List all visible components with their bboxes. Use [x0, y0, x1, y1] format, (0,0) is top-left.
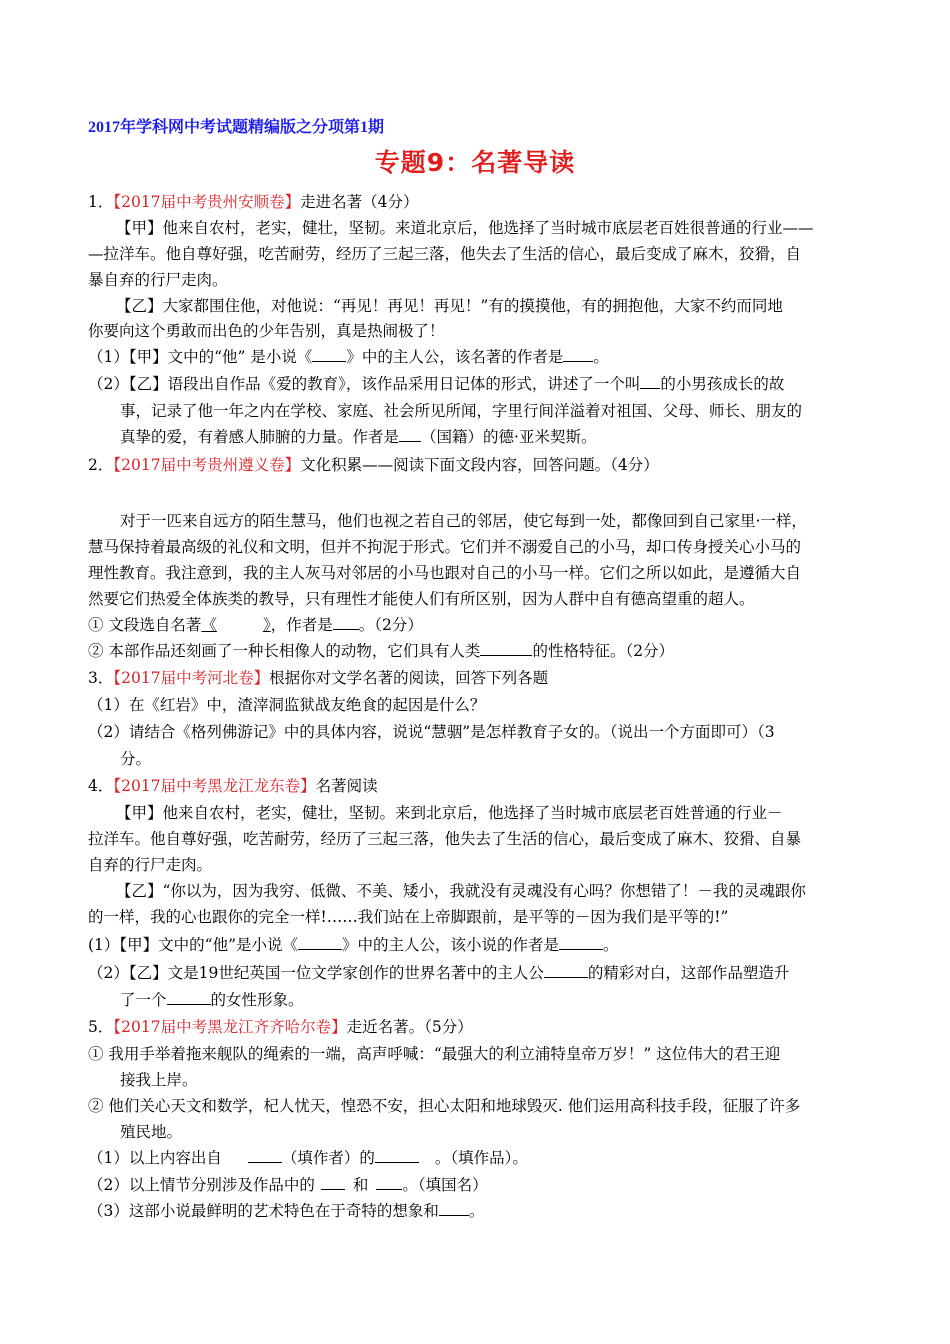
answer-blank[interactable]	[333, 615, 359, 630]
question-stem: 走进名著（4分）	[300, 193, 419, 211]
answer-blank[interactable]	[248, 1148, 282, 1163]
passage-line: 暴自弃的行尸走肉。	[88, 271, 228, 289]
sub-question-2-cont: 了一个 的女性形象。	[120, 991, 304, 1009]
passage-line: 【乙】“你以为，因为我穷、低微、不美、矮小，我就没有灵魂没有心吗？你想错了！－我的灵魂跟你	[116, 882, 806, 900]
passage-line: 然要它们热爱全体族类的教导，只有理性才能使人们有所区别，因为人群中自有德高望重的超人。	[88, 590, 755, 608]
question-number: 1．	[88, 193, 114, 211]
question-number: 5．	[88, 1018, 114, 1036]
series-title: 2017年学科网中考试题精编版之分项第1期	[88, 119, 385, 136]
excerpt-item-2: ② 他们关心天文和数学，杞人忧天，惶恐不安，担心太阳和地球毁灭. 他们运用高科技手段，征服了许多	[88, 1097, 801, 1115]
passage-line: 你要向这个勇敢而出色的少年告别，真是热闹极了！	[88, 322, 445, 340]
answer-blank[interactable]	[544, 963, 588, 978]
passage-line: 拉洋车。他自尊好强，吃苦耐劳，经历了三起三落，他失去了生活的信心，最后变成了麻木、狡猾、自暴	[88, 830, 802, 848]
question-stem: 名著阅读	[315, 777, 378, 795]
question-2-heading	[0, 454, 950, 476]
sub-question-2: （2）请结合《格列佛游记》中的具体内容，说说“慧骃”是怎样教育子女的。（说出一个方面即可）（3	[88, 723, 775, 741]
answer-blank[interactable]	[167, 990, 211, 1005]
passage-line: —拉洋车。他自尊好强，吃苦耐劳，经历了三起三落，他失去了生活的信心，最后变成了麻木，狡猾，自	[88, 245, 802, 263]
answer-blank[interactable]	[640, 374, 660, 389]
sub-question-2: （2）【乙】文是19世纪英国一位文学家创作的世界名著中的主人公 的精彩对白，这部作品塑造升	[88, 964, 790, 982]
sub-question-3: （3）这部小说最鲜明的艺术特色在于奇特的想象和 。	[88, 1202, 485, 1220]
question-source: 【2017届中考贵州安顺卷】	[113, 193, 301, 211]
question-3-heading	[0, 667, 950, 689]
passage-line: 慧马保持着最高级的礼仪和文明，但并不拘泥于形式。它们并不溺爱自己的小马，却口传身授关心小马的	[88, 538, 802, 556]
sub-question-1: （1）【甲】文中的“他” 是小说《 》中的主人公，该名著的作者是 。	[88, 348, 609, 366]
question-number: 3．	[88, 669, 114, 687]
passage-line: 的一样，我的心也跟你的完全一样!……我们站在上帝脚跟前，是平等的－因为我们是平等的!”	[88, 908, 729, 926]
sub-question-1: ① 文段选自名著《 》，作者是 。（2分）	[88, 616, 423, 634]
question-5-heading	[0, 1016, 950, 1038]
question-source: 【2017届中考贵州遵义卷】	[113, 456, 301, 474]
question-stem: 走近名著。（5分）	[346, 1018, 473, 1036]
question-source: 【2017届中考河北卷】	[113, 669, 270, 687]
question-stem: 文化积累——阅读下面文段内容，回答问题。（4分）	[300, 456, 659, 474]
answer-blank[interactable]	[376, 1175, 402, 1190]
excerpt-item-1: ① 我用手举着拖来舰队的绳索的一端，高声呼喊：“最强大的利立浦特皇帝万岁！” 这位伟大的君王迎	[88, 1045, 781, 1063]
passage-line: 对于一匹来自远方的陌生慧马，他们也视之若自己的邻居，使它每到一处，都像回到自己家里·一样，	[120, 512, 807, 530]
question-source: 【2017届中考黑龙江龙东卷】	[113, 777, 316, 795]
topic-title: 专题9：名著导读	[374, 148, 576, 177]
question-number: 2．	[88, 456, 114, 474]
question-number: 4．	[88, 777, 114, 795]
sub-question-1: (1）【甲】文中的“他”是小说《 》中的主人公，该小说的作者是 。	[88, 936, 619, 954]
sub-question-1: （1）以上内容出自 （填作者）的 。（填作品）。	[88, 1149, 528, 1167]
passage-line: 理性教育。我注意到，我的主人灰马对邻居的小马也跟对自己的小马一样。它们之所以如此，是遵循大自	[88, 564, 802, 582]
sub-question-1: （1）在《红岩》中，渣滓洞监狱战友绝食的起因是什么？	[88, 696, 486, 714]
question-source: 【2017届中考黑龙江齐齐哈尔卷】	[113, 1018, 347, 1036]
sub-question-2-cont: 真挚的爱，有着感人肺腑的力量。作者是 （国籍）的德·亚米契斯。	[120, 428, 597, 446]
answer-blank[interactable]: 《 》	[201, 616, 271, 634]
passage-line: 【甲】他来自农村，老实，健壮，坚韧。来道北京后，他选择了当时城市底层老百姓很普通的行业——	[116, 219, 814, 237]
question-4-heading	[0, 775, 950, 797]
answer-blank[interactable]	[563, 347, 593, 362]
answer-blank[interactable]	[312, 347, 346, 362]
answer-blank[interactable]	[480, 641, 532, 656]
answer-blank[interactable]	[399, 427, 421, 442]
passage-line: 【乙】大家都围住他，对他说：“再见！再见！再见！”有的摸摸他，有的拥抱他，大家不约而同地	[116, 297, 783, 315]
answer-blank[interactable]	[375, 1148, 419, 1163]
sub-question-2: （2）【乙】语段出自作品《爱的教育》，该作品采用日记体的形式，讲述了一个叫 的小男孩成长的故	[88, 375, 785, 393]
excerpt-item-1-cont: 接我上岸。	[120, 1071, 198, 1089]
answer-blank[interactable]	[321, 1175, 345, 1190]
passage-line: 自弃的行尸走肉。	[88, 856, 213, 874]
question-1-heading	[0, 191, 950, 213]
sub-question-2: （2）以上情节分别涉及作品中的 和 。（填国名）	[88, 1176, 488, 1194]
answer-blank[interactable]	[439, 1201, 469, 1216]
answer-blank[interactable]	[298, 935, 342, 950]
question-stem: 根据你对文学名著的阅读，回答下列各题	[269, 669, 549, 687]
sub-question-2-cont: 分。	[120, 750, 152, 768]
excerpt-item-2-cont: 殖民地。	[120, 1123, 183, 1141]
answer-blank[interactable]	[559, 935, 603, 950]
passage-line: 【甲】他来自农村，老实，健壮，坚韧。来到北京后，他选择了当时城市底层老百姓普通的行业－	[116, 804, 783, 822]
sub-question-2-cont: 事，记录了他一年之内在学校、家庭、社会所见所闻，字里行间洋溢着对祖国、父母、师长、朋友的	[120, 402, 803, 420]
sub-question-2: ② 本部作品还刻画了一种长相像人的动物，它们具有人类 的性格特征。（2分）	[88, 642, 675, 660]
